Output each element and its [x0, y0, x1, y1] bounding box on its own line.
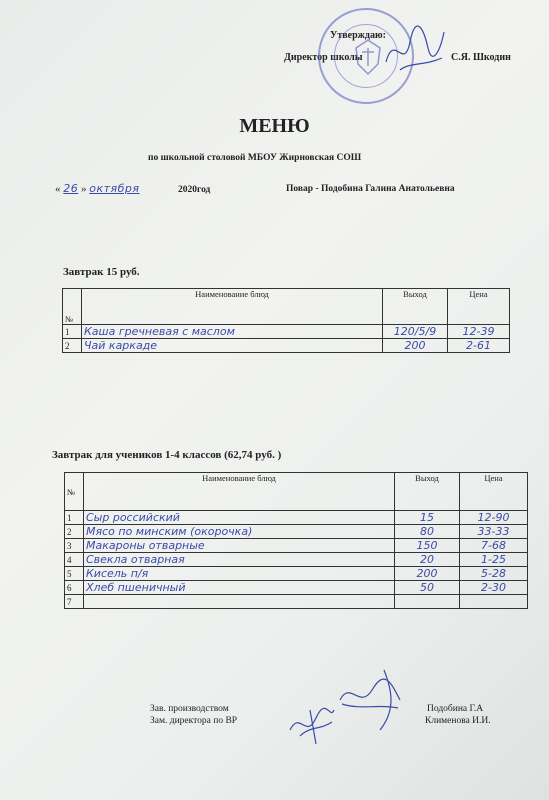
dish-price: 2-61 [448, 339, 510, 353]
dish-price: 7-68 [460, 539, 528, 553]
dish-price: 12-90 [460, 511, 528, 525]
dish-price: 2-30 [460, 581, 528, 595]
row-num: 2 [65, 525, 84, 539]
dish-yield: 150 [395, 539, 460, 553]
header-name: Наименование блюд [82, 289, 383, 325]
dish-yield: 15 [395, 511, 460, 525]
table-row [65, 581, 528, 595]
dish-price [460, 595, 528, 609]
header-yield: Выход [395, 473, 460, 511]
dish-yield: 20 [395, 553, 460, 567]
row-num: 1 [65, 511, 84, 525]
subtitle: по школьной столовой МБОУ Жирновская СОШ [148, 153, 362, 163]
deputy-label: Зам. директора по ВР [150, 716, 238, 726]
date-line [55, 182, 210, 195]
dish-name: Каша гречневая с маслом [82, 325, 383, 339]
row-num: 7 [65, 595, 84, 609]
date-open-quote: « [55, 183, 61, 195]
dish-price: 5-28 [460, 567, 528, 581]
director-signature [380, 22, 450, 82]
production-name: Подобина Г.А [427, 704, 484, 714]
dish-name: Чай каркаде [82, 339, 383, 353]
dish-name: Свекла отварная [84, 553, 395, 567]
dish-name [84, 595, 395, 609]
row-num: 1 [63, 325, 82, 339]
dish-name: Кисель п/я [84, 567, 395, 581]
dish-name: Мясо по минским (окорочка) [84, 525, 395, 539]
production-label: Зав. производством [150, 704, 229, 714]
cook-line: Повар - Подобина Галина Анатольевна [286, 184, 455, 194]
table-row [63, 325, 510, 339]
dish-yield: 120/5/9 [383, 325, 448, 339]
table-row [63, 339, 510, 353]
row-num: 2 [63, 339, 82, 353]
breakfast2-table [64, 472, 528, 609]
dish-yield: 200 [395, 567, 460, 581]
date-year: 2020год [178, 185, 211, 195]
approved-label: Утверждаю: [330, 30, 386, 41]
header-num: № [63, 289, 82, 325]
date-close-quote: » [81, 183, 87, 195]
row-num: 5 [65, 567, 84, 581]
dish-name: Сыр российский [84, 511, 395, 525]
breakfast2-heading: Завтрак для учеников 1-4 классов (62,74 руб. ) [52, 449, 282, 461]
row-num: 3 [65, 539, 84, 553]
dish-price: 33-33 [460, 525, 528, 539]
dish-yield [395, 595, 460, 609]
breakfast1-heading: Завтрак 15 руб. [63, 266, 140, 278]
dish-yield: 200 [383, 339, 448, 353]
dish-yield: 50 [395, 581, 460, 595]
dish-price: 12-39 [448, 325, 510, 339]
footer-signatures [280, 660, 420, 750]
header-price: Цена [448, 289, 510, 325]
header-price: Цена [460, 473, 528, 511]
dish-name: Хлеб пшеничный [84, 581, 395, 595]
header-name: Наименование блюд [84, 473, 395, 511]
dish-yield: 80 [395, 525, 460, 539]
table-row [65, 525, 528, 539]
header-num: № [65, 473, 84, 511]
table-row [65, 567, 528, 581]
row-num: 4 [65, 553, 84, 567]
table-row [65, 539, 528, 553]
table-row [65, 511, 528, 525]
page-title: МЕНЮ [239, 115, 310, 137]
date-day: 26 [63, 182, 79, 195]
breakfast1-table [62, 288, 510, 353]
deputy-name: Клименова И.И. [425, 716, 491, 726]
dish-name: Макароны отварные [84, 539, 395, 553]
director-label: Директор школы [284, 52, 363, 63]
date-month: октября [89, 182, 140, 195]
table-row [65, 553, 528, 567]
header-yield: Выход [383, 289, 448, 325]
row-num: 6 [65, 581, 84, 595]
director-name: С.Я. Шкодин [451, 52, 511, 63]
table-row [65, 595, 528, 609]
dish-price: 1-25 [460, 553, 528, 567]
